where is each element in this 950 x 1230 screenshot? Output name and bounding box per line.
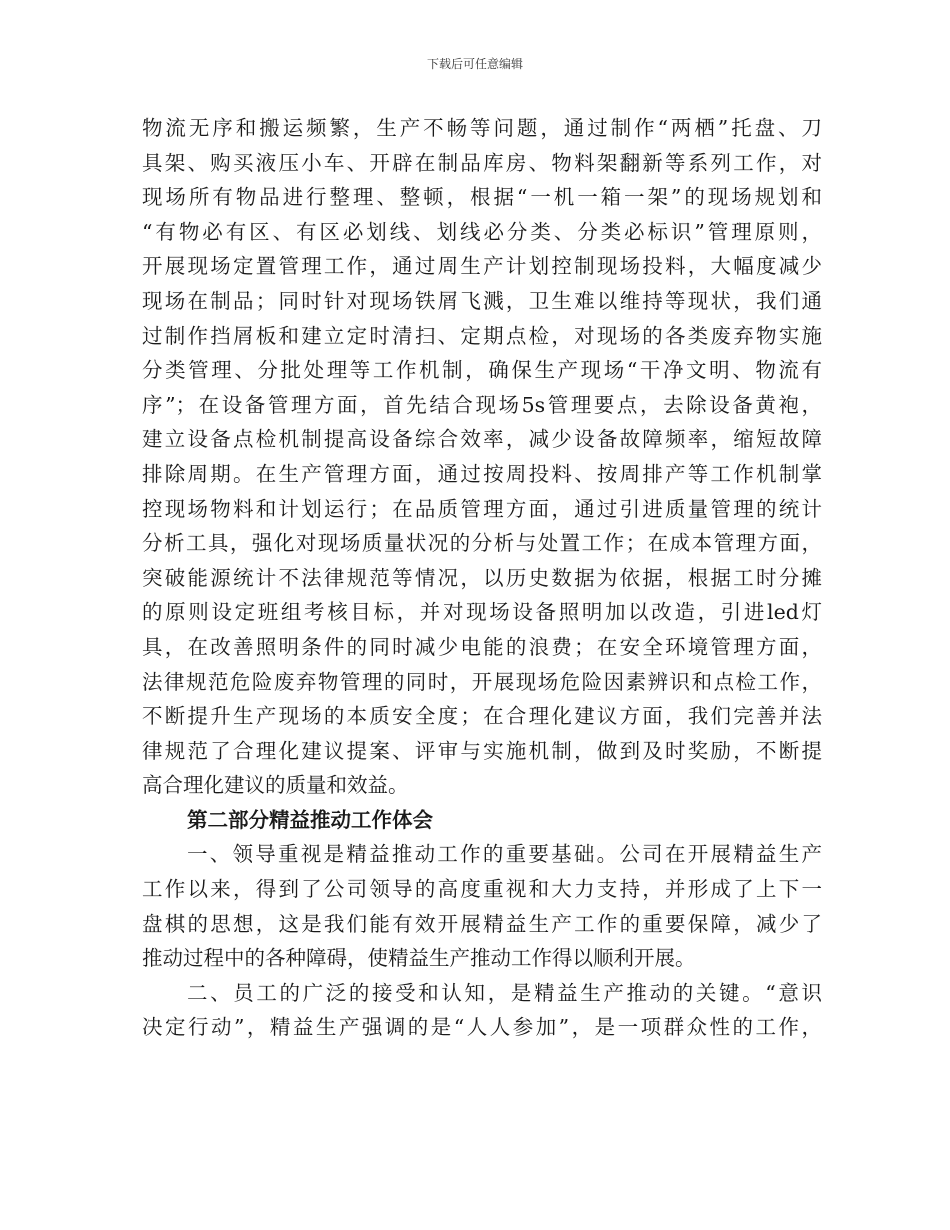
text-line: 高合理化建议的质量和效益。 bbox=[142, 773, 409, 798]
text-line: 开展现场定置管理工作，通过周生产计划控制现场投料，大幅度减少 bbox=[142, 254, 822, 279]
document-body bbox=[142, 111, 822, 1045]
text-line: “有物必有区、有区必划线、划线必分类、分类必标识”管理原则， bbox=[142, 219, 822, 244]
text-line: 序”；在设备管理方面，首先结合现场5s管理要点，去除设备黄袍， bbox=[142, 392, 822, 417]
text-line: 法律规范危险废弃物管理的同时，开展现场危险因素辨识和点检工作， bbox=[142, 669, 822, 694]
page-header: 下载后可任意编辑 bbox=[426, 57, 523, 71]
text-line: 决定行动”，精益生产强调的是“人人参加”，是一项群众性的工作， bbox=[142, 1015, 822, 1040]
text-line: 的原则设定班组考核目标，并对现场设备照明加以改造，引进led灯 bbox=[142, 600, 822, 625]
text-line: 律规范了合理化建议提案、评审与实施机制，做到及时奖励，不断提 bbox=[142, 738, 822, 763]
text-line: 盘棋的思想，这是我们能有效开展精益生产工作的重要保障，减少了 bbox=[142, 911, 822, 936]
text-line: 现场所有物品进行整理、整顿，根据“一机一箱一架”的现场规划和 bbox=[142, 185, 822, 210]
text-line: 分析工具，强化对现场质量状况的分析与处置工作；在成本管理方面， bbox=[142, 531, 822, 556]
text-line: 具，在改善照明条件的同时减少电能的浪费；在安全环境管理方面， bbox=[142, 634, 822, 659]
text-line: 突破能源统计不法律规范等情况，以历史数据为依据，根据工时分摊 bbox=[142, 565, 822, 590]
text-line: 推动过程中的各种障碍，使精益生产推动工作得以顺利开展。 bbox=[142, 946, 696, 971]
text-line: 不断提升生产现场的本质安全度；在合理化建议方面，我们完善并法 bbox=[142, 704, 822, 729]
text-line: 一、领导重视是精益推动工作的重要基础。公司在开展精益生产 bbox=[187, 842, 822, 867]
text-line: 具架、购买液压小车、开辟在制品库房、物料架翻新等系列工作，对 bbox=[142, 150, 822, 175]
text-line: 排除周期。在生产管理方面，通过按周投料、按周排产等工作机制掌 bbox=[142, 461, 822, 486]
text-line: 二、员工的广泛的接受和认知，是精益生产推动的关键。“意识 bbox=[187, 980, 822, 1005]
text-line: 分类管理、分批处理等工作机制，确保生产现场“干净文明、物流有 bbox=[142, 358, 822, 383]
section-heading: 第二部分精益推动工作体会 bbox=[187, 807, 433, 832]
paragraph-3 bbox=[142, 976, 822, 1045]
text-line: 过制作挡屑板和建立定时清扫、定期点检，对现场的各类废弃物实施 bbox=[142, 323, 822, 348]
text-line: 控现场物料和计划运行；在品质管理方面，通过引进质量管理的统计 bbox=[142, 496, 822, 521]
text-line: 现场在制品；同时针对现场铁屑飞溅，卫生难以维持等现状，我们通 bbox=[142, 288, 822, 313]
paragraph-1 bbox=[142, 111, 822, 803]
paragraph-2 bbox=[142, 837, 822, 975]
text-line: 建立设备点检机制提高设备综合效率，减少设备故障频率，缩短故障 bbox=[142, 427, 822, 452]
text-line: 工作以来，得到了公司领导的高度重视和大力支持，并形成了上下一 bbox=[142, 877, 822, 902]
text-line: 物流无序和搬运频繁，生产不畅等问题，通过制作“两栖”托盘、刀 bbox=[142, 116, 822, 140]
